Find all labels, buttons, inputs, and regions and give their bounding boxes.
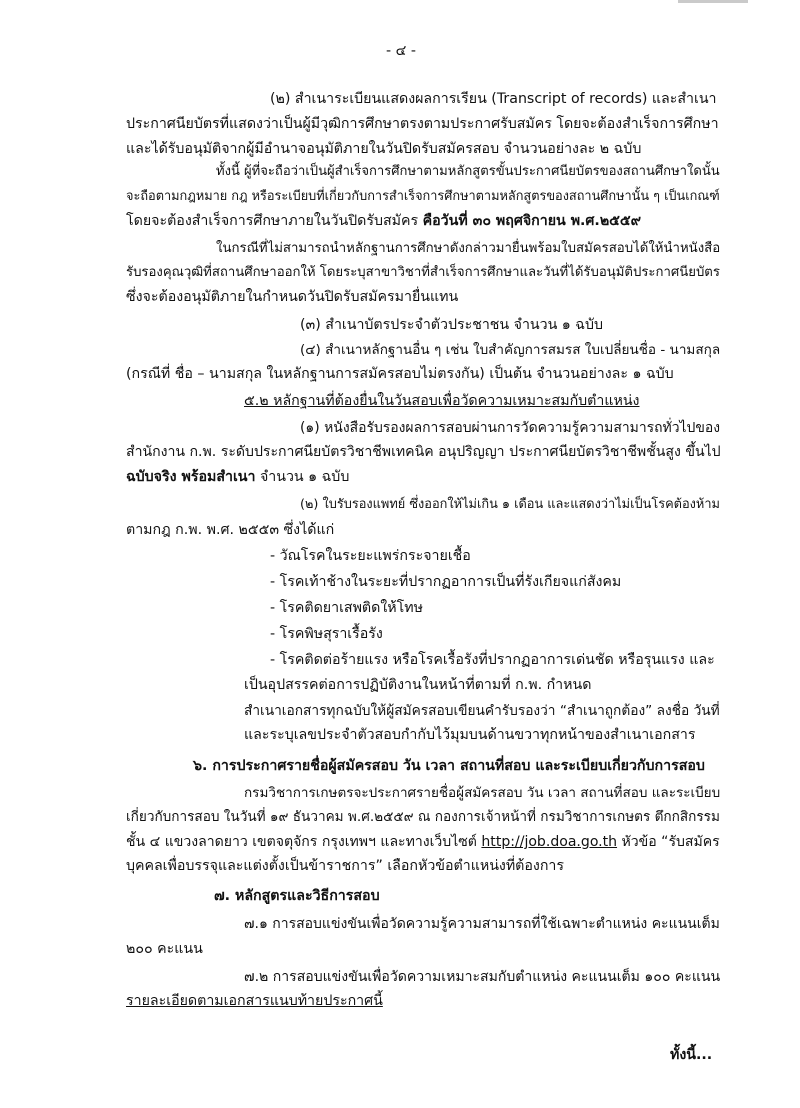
item-5-2-1-line2: สำนักงาน ก.พ. ระดับประกาศนียบัตรวิชาชีพเทคนิค อนุปริญญา ประกาศนียบัตรวิชาชีพชั้นสูง ขึ้นไป xyxy=(126,444,721,460)
closing-date: คือวันที่ ๓๐ พฤศจิกายน พ.ศ.๒๕๕๙ xyxy=(422,213,642,229)
item-7-1-line2: ๒๐๐ คะแนน xyxy=(126,941,203,957)
item-7-2-line1: ๗.๒ การสอบแข่งขันเพื่อวัดความเหมาะสมกับตำแหน่ง คะแนนเต็ม ๑๐๐ คะแนน xyxy=(244,969,721,985)
original-with-copy: ฉบับจริง พร้อมสำเนา xyxy=(126,469,256,485)
disease-item: - โรคพิษสุราเรื้อรัง xyxy=(270,626,383,642)
item-5-2-2-line2: ตามกฎ ก.พ. พ.ศ. ๒๕๕๓ ซึ่งได้แก่ xyxy=(126,522,335,538)
disease-item: - วัณโรคในระยะแพร่กระจายเชื้อ xyxy=(270,548,471,564)
note-line1: ทั้งนี้ ผู้ที่จะถือว่าเป็นผู้สำเร็จการศึกษาตามหลักสูตรขั้นประกาศนียบัตรของสถานศึกษาใดนั้น xyxy=(216,164,720,179)
note-line3 xyxy=(126,212,641,230)
continuation-marker: ทั้งนี้... xyxy=(670,1047,713,1063)
item-5-2-1-line3 xyxy=(126,468,349,486)
section-6-line1: กรมวิชาการเกษตรจะประกาศรายชื่อผู้สมัครสอบ วัน เวลา สถานที่สอบ และระเบียบ xyxy=(244,785,721,801)
page-number: - ๔ - xyxy=(386,43,416,59)
item-5-1-4-line1: (๔) สำเนาหลักฐานอื่น ๆ เช่น ใบสำคัญการสมรส ใบเปลี่ยนชื่อ - นามสกุล xyxy=(300,342,721,358)
section-6-line2: เกี่ยวกับการสอบ ในวันที่ ๑๙ ธันวาคม พ.ศ.๒๕๕๙ ณ กองการเจ้าหน้าที่ กรมวิชาการเกษตร ตึกกสิกรรม xyxy=(126,809,720,825)
section-6-line3 xyxy=(126,833,720,851)
disease-cont: เป็นอุปสรรคต่อการปฏิบัติงานในหน้าที่ตามที่ ก.พ. กำหนด xyxy=(244,677,592,693)
section-7-heading: ๗. หลักสูตรและวิธีการสอบ xyxy=(214,888,380,904)
section-6-heading: ๖. การประกาศรายชื่อผู้สมัครสอบ วัน เวลา สถานที่สอบ และระเบียบเกี่ยวกับการสอบ xyxy=(193,758,705,774)
item-7-1-line1: ๗.๑ การสอบแข่งขันเพื่อวัดความรู้ความสามารถที่ใช้เฉพาะตำแหน่ง คะแนนเต็ม xyxy=(244,916,720,932)
section-6-line3-text: ชั้น ๔ แขวงลาดยาว เขตจตุจักร กรุงเทพฯ และทางเว็บไซต์ xyxy=(126,834,482,850)
item-5-1-4-line2: (กรณีที่ ชื่อ – นามสกุล ในหลักฐานการสมัครสอบไม่ตรงกัน) เป็นต้น จำนวนอย่างละ ๑ ฉบับ xyxy=(126,366,674,382)
section-6-line3-topic: หัวข้อ “รับสมัคร xyxy=(617,834,720,850)
disease-item: - โรคเท้าช้างในระยะที่ปรากฏอาการเป็นที่รังเกียจแก่สังคม xyxy=(270,574,622,590)
copy-certify-line2: และระบุเลขประจำตัวสอบกำกับไว้มุมบนด้านขวาทุกหน้าของสำเนาเอกสาร xyxy=(244,727,696,743)
alt-line3: ซึ่งจะต้องอนุมัติภายในกำหนดวันปิดรับสมัครมายื่นแทน xyxy=(126,289,459,305)
website-link[interactable]: http://job.doa.go.th xyxy=(481,834,618,850)
item-5-2-1-line1: (๑) หนังสือรับรองผลการสอบผ่านการวัดความรู้ความสามารถทั่วไปของ xyxy=(300,420,721,436)
item-5-1-2-line2: ประกาศนียบัตรที่แสดงว่าเป็นผู้มีวุฒิการศึกษาตรงตามประกาศรับสมัคร โดยจะต้องสำเร็จการศึกษา xyxy=(126,116,719,132)
scan-artifact xyxy=(678,0,748,3)
section-5-2-heading: ๕.๒ หลักฐานที่ต้องยื่นในวันสอบเพื่อวัดความเหมาะสมกับตำแหน่ง xyxy=(244,393,640,409)
disease-item: - โรคติดยาเสพติดให้โทษ xyxy=(270,600,423,616)
alt-line1: ในกรณีที่ไม่สามารถนำหลักฐานการศึกษาดังกล่าวมายื่นพร้อมใบสมัครสอบได้ให้นำหนังสือ xyxy=(216,241,721,256)
disease-item: - โรคติดต่อร้ายแรง หรือโรคเรื้อรังที่ปรากฏอาการเด่นชัด หรือรุนแรง และ xyxy=(270,652,715,668)
item-5-1-3: (๓) สำเนาบัตรประจำตัวประชาชน จำนวน ๑ ฉบับ xyxy=(300,317,603,333)
item-7-2-line2: รายละเอียดตามเอกสารแนบท้ายประกาศนี้ xyxy=(126,993,383,1009)
copy-certify-line1: สำเนาเอกสารทุกฉบับให้ผู้สมัครสอบเขียนคำรับรองว่า “สำเนาถูกต้อง” ลงชื่อ วันที่ xyxy=(244,703,720,719)
alt-line2: รับรองคุณวุฒิที่สถานศึกษาออกให้ โดยระบุสาขาวิชาที่สำเร็จการศึกษาและวันที่ได้รับอนุมัติประกาศนียบัตร xyxy=(126,265,720,280)
item-5-1-2-line3: และได้รับอนุมัติจากผู้มีอำนาจอนุมัติภายในวันปิดรับสมัครสอบ จำนวนอย่างละ ๒ ฉบับ xyxy=(126,141,642,157)
note-line2: จะถือตามกฎหมาย กฎ หรือระเบียบที่เกี่ยวกับการสำเร็จการศึกษาตามหลักสูตรของสถานศึกษานั้น ๆ เป็นเกณฑ์ xyxy=(126,189,720,204)
copy-count: จำนวน ๑ ฉบับ xyxy=(255,469,350,485)
item-5-2-2-line1: (๒) ใบรับรองแพทย์ ซึ่งออกให้ไม่เกิน ๑ เดือน และแสดงว่าไม่เป็นโรคต้องห้าม xyxy=(300,497,720,512)
note-line3-text: โดยจะต้องสำเร็จการศึกษาภายในวันปิดรับสมัคร xyxy=(126,213,423,229)
item-5-1-2-line1: (๒) สำเนาระเบียนแสดงผลการเรียน (Transcript of records) และสำเนา xyxy=(270,91,717,107)
section-6-line4: บุคคลเพื่อบรรจุและแต่งตั้งเป็นข้าราชการ” เลือกหัวข้อตำแหน่งที่ต้องการ xyxy=(126,858,565,874)
